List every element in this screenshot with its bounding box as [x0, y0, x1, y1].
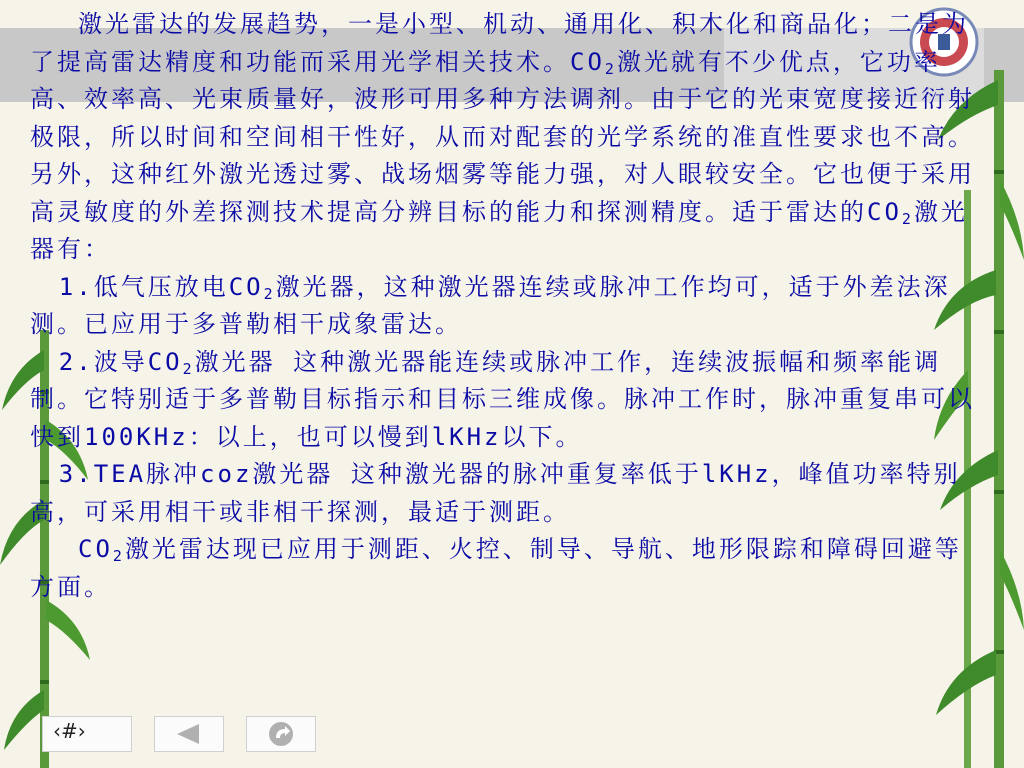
text-laser-types-intro: 激光器有：: [30, 197, 968, 263]
previous-slide-button[interactable]: [154, 716, 224, 752]
page-number: ‹#›: [53, 719, 86, 743]
paragraph-applications: [30, 531, 975, 606]
text-item1-head: 1.低气压放电CO: [58, 272, 264, 301]
text-applications: 激光雷达现已应用于测距、火控、制导、导航、地形限踪和障碍回避等方面。: [30, 535, 962, 601]
text-co: CO: [78, 535, 113, 563]
text-item2-body: 激光器 这种激光器能连续或脉冲工作，连续波振幅和频率能调制。它特别适于多普勒目标指示和目标三维成像。脉冲工作时，脉冲重复串可以快到100KHz：以上，也可以慢到lKHz以下。: [30, 347, 975, 451]
back-arrow-icon: [155, 717, 223, 751]
subscript-2: 2: [263, 284, 276, 303]
page-number-box: [42, 716, 132, 752]
text-item1-body: 激光器，这种激光器连续或脉冲工作均可，适于外差法深测。已应用于多普勒相干成象雷达。: [30, 272, 951, 338]
list-item-2: [30, 344, 975, 457]
text-trends: 激光雷达的发展趋势，一是小型、机动、通用化、积木化和商品化；二是为了提高雷达精度和功能而采用光学相关技术。: [30, 10, 969, 76]
subscript-2: 2: [604, 59, 617, 78]
subscript-2: 2: [901, 209, 914, 228]
text-item3: 3.TEA脉冲coz激光器 这种激光器的脉冲重复率低于lKHz，峰值功率特别高，可采用相干或非相干探测，最适于测距。: [30, 460, 961, 526]
list-item-1: [30, 269, 975, 344]
paragraph-trends: [30, 6, 975, 269]
text-co: CO: [570, 47, 605, 76]
home-button[interactable]: [246, 716, 316, 752]
list-item-3: [30, 456, 975, 531]
subscript-2: 2: [112, 547, 125, 565]
slide-body-text: [30, 6, 975, 606]
text-co2-advantages: 激光就有不少优点，它功率高、效率高、光束质量好，波形可用多种方法调剂。由于它的光束宽度接近衍射极限，所以时间和空间相干性好，从而对配套的光学系统的准直性要求也不高。另外，这种红外激光透过雾、战场烟雾等能力强，对人眼较安全。它也便于采用高灵敏度的外差探测技术提高分辨目标的能力和探测精度。适于雷达的: [30, 47, 975, 226]
text-co: CO: [867, 197, 902, 226]
text-item2-head: 2.波导CO: [58, 347, 183, 376]
return-icon: [247, 717, 315, 751]
subscript-2: 2: [182, 359, 195, 378]
